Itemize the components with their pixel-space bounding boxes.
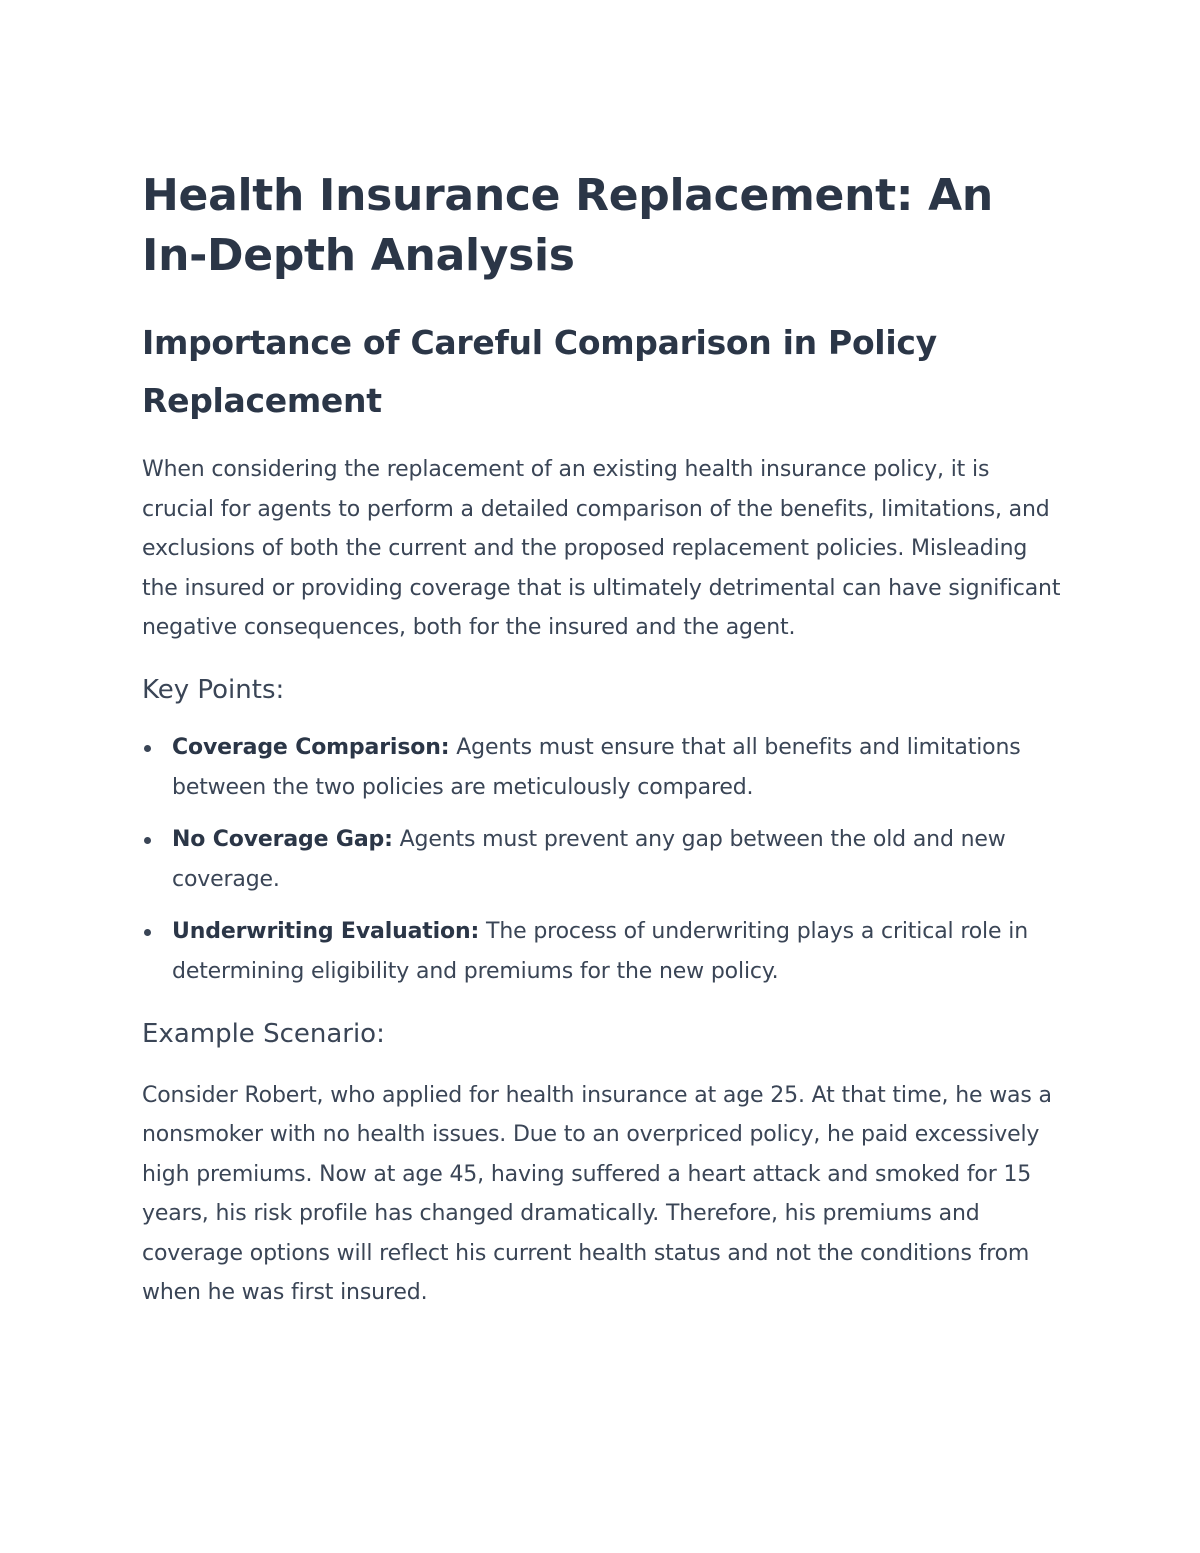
key-points-list <box>142 728 1062 992</box>
key-point-text: Agents must ensure that all benefits and limitations between the two policies are meticulously compared. <box>172 734 1021 800</box>
bullet-icon <box>144 745 151 752</box>
key-point-text: The process of underwriting plays a critical role in determining eligibility and premiums for the new policy. <box>172 918 1028 984</box>
key-point-label: No Coverage Gap: <box>172 826 393 852</box>
key-points-heading: Key Points: <box>142 674 285 705</box>
bullet-icon <box>144 929 151 936</box>
bullet-icon <box>144 837 151 844</box>
list-item <box>142 728 1062 808</box>
intro-paragraph: When considering the replacement of an existing health insurance policy, it is crucial for agents to perform a detailed comparison of the benefits, limitations, and exclusions of both the current and the proposed replacement policies. Misleading the insured or providing coverage that is ultimately detrimental can have significant negative consequences, both for the insured and the agent. <box>142 457 1061 640</box>
key-point-text: Agents must prevent any gap between the old and new coverage. <box>172 826 1006 892</box>
example-paragraph: Consider Robert, who applied for health insurance at age 25. At that time, he was a nonsmoker with no health issues. Due to an overpriced policy, he paid excessively high premiums. Now at age 45, having suffered a heart attack and smoked for 15 years, his risk profile has changed dramatically. Therefore, his premiums and coverage options will reflect his current health status and not the conditions from when he was first insured. <box>142 1082 1052 1305</box>
section-heading: Importance of Careful Comparison in Policy Replacement <box>142 323 937 420</box>
list-item <box>142 820 1062 900</box>
key-point-label: Coverage Comparison: <box>172 734 450 760</box>
key-point-label: Underwriting Evaluation: <box>172 918 480 944</box>
example-heading: Example Scenario: <box>142 1018 385 1049</box>
list-item <box>142 912 1062 992</box>
page-title: Health Insurance Replacement: An In-Depth Analysis <box>142 170 993 281</box>
document-page <box>142 166 1062 1313</box>
